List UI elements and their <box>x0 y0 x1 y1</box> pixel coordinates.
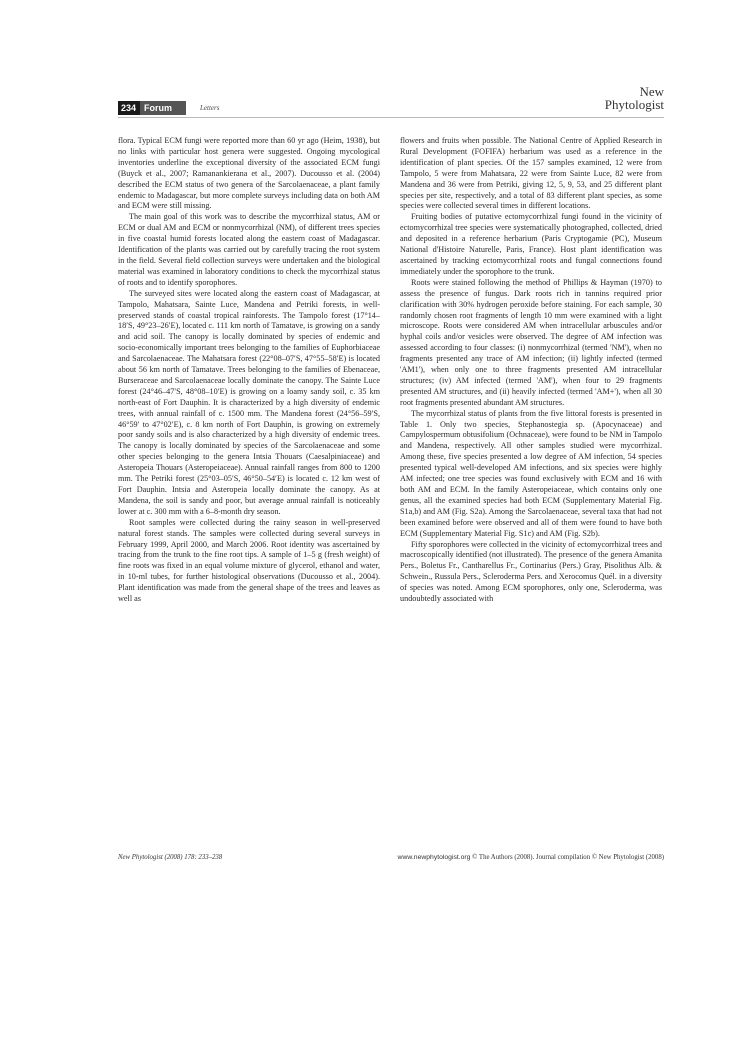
paragraph: Roots were stained following the method of Phillips & Hayman (1970) to assess the presence of fungus. Dark roots rich in tannins required prior clarification with 30% hydrogen peroxide before staining. For each sample, 30 randomly chosen root fragments of length 10 mm were examined with a light microscope. Roots were considered AM when intracellular arbuscules and/or hyphal coils and/or vesicles were observed. The degree of AM infection was assessed according to four classes: (i) nonmycorrhizal (termed 'NM'), when no fragments presented any trace of AM infection; (ii) lightly infected (termed 'AM1'), when only one to three fragments presented AM intracellular structures; (iv) AM infected (termed 'AM'), when four to 29 fragments presented AM structures, and (ii) heavily infected (termed 'AM+'), when all 30 root fragments presented abundant AM structures. <box>400 277 662 407</box>
paragraph: The mycorrhizal status of plants from the five littoral forests is presented in Table 1. Only two species, Stephanostegia sp. (Apocynaceae) and Campylospermum obtusifolium (Ochnaceae), were found to be NM in Tampolo and Mandena, respectively. All other samples studied were mycorrhizal. Among these, five species presented a low degree of AM infection, 54 species presented typical well-developed AM infections, and six species were highly AM infected; one tree species was found exclusively with ECM and 16 with both AM and ECM. In the family Asteropeiaceae, which contains only one genus, all the examined species had both ECM (Supplementary Material Fig. S1a,b) and AM (Fig. S2a). Among the Sarcolaenaceae, several taxa that had not been examined before were observed and all of them were found to have both ECM (Supplementary Material Fig. S1c) and AM (Fig. S2b). <box>400 408 662 538</box>
subsection-label: Letters <box>200 104 220 112</box>
logo-line-2: Phytologist <box>604 97 664 112</box>
paragraph: The main goal of this work was to describe the mycorrhizal status, AM or ECM or dual AM and ECM or nonmycorrhizal (NM), of different trees species in five coastal humid forests located along the eastern coast of Madagascar. Identification of the plants was carried out by carefully tracing the root system in the field. Several field collection surveys were undertaken and the biological material was examined in laboratory conditions to check the mycorrhizal status of roots and to identify sporophores. <box>118 212 380 287</box>
left-column <box>118 136 380 605</box>
header-rule <box>118 117 664 118</box>
paragraph: Fifty sporophores were collected in the vicinity of ectomycorrhizal trees and macroscopically identified (not illustrated). The presence of the genera Amanita Pers., Boletus Fr., Cantharellus Fr., Cortinarius (Pers.) Gray, Pisolithus Alb. & Schwein., Russula Pers., Scleroderma Pers. and Xerocomus Quél. in a diversity of species was noted. Among ECM sporophores, only one, Scleroderma, was undoubtedly associated with <box>400 539 662 604</box>
page-footer <box>118 854 664 861</box>
logo-line-1: New <box>639 84 664 99</box>
page-header <box>118 101 219 115</box>
footer-url[interactable]: www.newphytologist.org <box>397 854 471 861</box>
page-number: 234 <box>118 101 140 115</box>
section-label: Forum <box>140 101 186 115</box>
paragraph: flowers and fruits when possible. The National Centre of Applied Research in Rural Development (FOFIFA) herbarium was used as a reference in the identification of plant species. Of the 157 samples examined, 12 were from Tampolo, 5 were from Mahatsara, 22 were from Sainte Luce, 82 were from Mandena and 36 were from Petriki, giving 12, 5, 9, 53, and 25 different plant species per site, respectively, and a total of 83 different plant species, as some species were collected several times in different locations. <box>400 136 662 211</box>
paragraph: Root samples were collected during the rainy season in well-preserved natural forest stands. The samples were collected during several surveys in February 1999, April 2000, and March 2006. Root identity was ascertained by tracing from the trunk to the fine root tips. A sample of 1–5 g (fresh weight) of fine roots was fixed in an equal volume mixture of glycerol, ethanol and water, in 10-ml tubes, for further histological observations (Ducousso et al., 2004). Plant identification was made from the general shape of the trees and leaves as well as <box>118 517 380 604</box>
paragraph: flora. Typical ECM fungi were reported more than 60 yr ago (Heim, 1938), but no links with particular host genera were suggested. Ongoing mycological inventories underline the exceptional diversity of the associated ECM fungi (Buyck et al., 2007; Ramanankierana et al., 2007). Ducousso et al. (2004) described the ECM status of two genera of the Sarcolaenaceae, a plant family endemic to Madagascar, but more complete surveys including data on both AM and ECM were still missing. <box>118 136 380 211</box>
footer-citation: New Phytologist (2008) 178: 233–238 <box>118 854 223 861</box>
right-column <box>400 136 662 605</box>
journal-logo <box>584 85 664 111</box>
paragraph: Fruiting bodies of putative ectomycorrhizal fungi found in the vicinity of ectomycorrhizal tree species were systematically photographed, collected, dried and deposited in a reference herbarium (Paris Cryptogamie (PC), Museum National d'Histoire Naturelle, Paris, France). Host plant identification was ascertained by tracking ectomycorrhizal roots and fungal connections found immediately under the sporophore to the trunk. <box>400 212 662 276</box>
footer-right <box>398 854 664 861</box>
paragraph: The surveyed sites were located along the eastern coast of Madagascar, at Tampolo, Mahatsara, Sainte Luce, Mandena and Petriki forests, in well-preserved stands of coastal tropical rainforests. The Tampolo forest (17°14–18′S, 49°23–26′E), located c. 111 km north of Tamatave, is growing on a sandy and acid soil. The canopy is locally dominated by species of endemic and socio-economically important trees belonging to the families of Euphorbiaceae and Sarcolaenaceae. The Mahatsara forest (22°08–07′S, 47°55–58′E) is located about 56 km north of Tamatave. Trees belonging to the families of Ebenaceae, Burseraceae and Sarcolaenaceae locally dominate the canopy. The Sainte Luce forest (24°46–47′S, 48°08–10′E) is growing on a loamy sandy soil, c. 35 km north-east of Fort Dauphin. It is characterized by a high diversity of endemic trees, with annual rainfall of c. 1500 mm. The Mandena forest (24°56–59′S, 46°59′ to 47°02′E), c. 8 km north of Fort Dauphin, is growing on extremely poor sandy soils and is also characterized by a high diversity of endemic trees. The canopy is locally dominated by species of the Sarcolaenaceae and some other species belonging to the genera Intsia Thouars (Caesalpiniaceae) and Asteropeia Thouars (Asteropeiaceae). Annual rainfall ranges from 800 to 1200 mm. The Petriki forest (25°03–05′S, 46°50–54′E) is located c. 12 km west of Fort Dauphin. Intsia and Asteropeia locally dominate the canopy. As at Mandena, the soil is sandy and poor, but average annual rainfall is noticeably lower at c. 300 mm with a 6–8-month dry season. <box>118 288 380 516</box>
footer-copyright: © The Authors (2008). Journal compilation © New Phytologist (2008) <box>472 854 664 861</box>
